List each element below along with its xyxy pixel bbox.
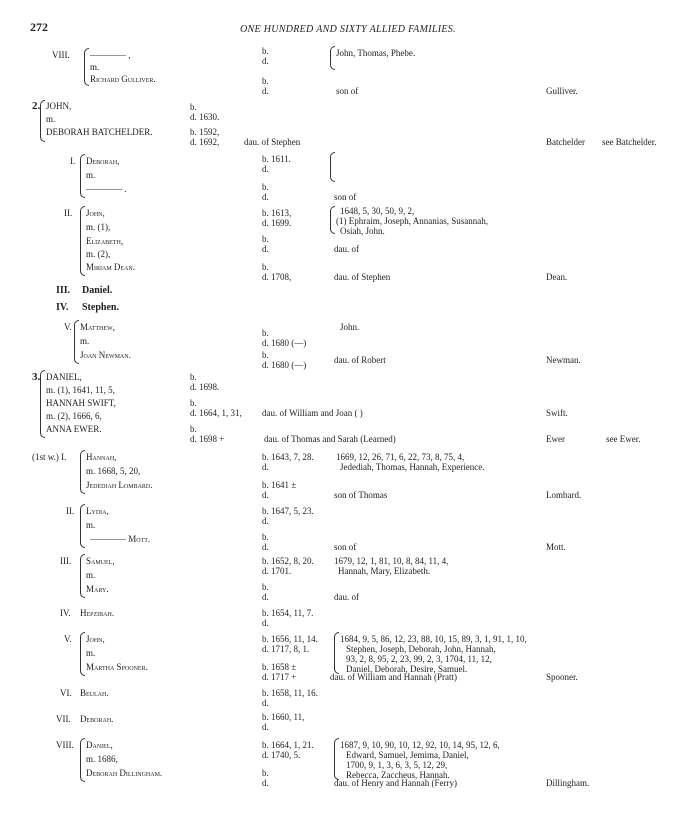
entry-text: (1st w.) I. <box>32 452 67 462</box>
brace <box>80 738 85 782</box>
entry-text: (1) Ephraim, Joseph, Annanias, Susannah, <box>336 216 488 226</box>
entry-text: d. 1698. <box>190 382 220 392</box>
entry-text: Newman. <box>546 355 581 365</box>
entry-text: Dean. <box>546 272 568 282</box>
entry-text: John. <box>340 322 360 332</box>
entry-text: b. <box>262 76 269 86</box>
entry-text: Daniel, <box>86 740 113 750</box>
entry-text: b. <box>262 182 269 192</box>
entry-text: see Batchelder. <box>602 137 657 147</box>
entry-text: b. 1613, <box>262 208 292 218</box>
page-number: 272 <box>30 20 48 34</box>
entry-text: b. <box>190 398 197 408</box>
entry-text: Deborah, <box>86 156 120 166</box>
entry-text: ———— Mott. <box>90 534 151 544</box>
entry-text: m. (1), <box>86 222 111 232</box>
entry-text: d. <box>262 462 269 472</box>
entry-text: m. <box>46 114 56 124</box>
entry-text: d. <box>262 86 269 96</box>
entry-text: Daniel. <box>82 285 113 296</box>
entry-text: d. 1699. <box>262 218 292 228</box>
entry-text: b. 1643, 7, 28. <box>262 452 314 462</box>
entry-text: Deborah Dillingham. <box>86 768 163 778</box>
entry-text: b. <box>190 372 197 382</box>
entry-text: b. <box>262 532 269 542</box>
brace <box>330 46 335 70</box>
entry-text: 1648, 5, 30, 50, 9, 2, <box>340 206 415 216</box>
entry-text: V. <box>64 322 72 332</box>
entry-text: d. <box>262 722 269 732</box>
entry-text: m. <box>86 570 96 580</box>
entry-text: I. <box>70 156 76 166</box>
brace <box>40 370 45 438</box>
entry-text: d. <box>262 618 269 628</box>
brace <box>74 320 79 364</box>
entry-text: III. <box>60 556 72 566</box>
entry-text: John, Thomas, Phebe. <box>336 48 416 58</box>
entry-text: m. <box>90 62 100 72</box>
entry-text: b. 1592, <box>190 127 220 137</box>
entry-text: dau. of Stephen <box>334 272 391 282</box>
entry-text: d. <box>262 698 269 708</box>
entry-text: m. <box>86 520 96 530</box>
entry-text: VI. <box>60 688 72 698</box>
entry-text: m. (2), <box>86 249 111 259</box>
entry-text: Swift. <box>546 408 568 418</box>
entry-text: d. <box>262 56 269 66</box>
entry-text: b. 1656, 11, 14. <box>262 634 318 644</box>
entry-text: Spooner. <box>546 672 578 682</box>
entry-text: John, <box>86 208 105 218</box>
entry-text: Samuel, <box>86 556 115 566</box>
entry-text: d. 1740, 5. <box>262 750 301 760</box>
entry-text: d. 1692, <box>190 137 220 147</box>
entry-text: 1687, 9, 10, 90, 10, 12, 92, 10, 14, 95, 12, 6, <box>340 740 500 750</box>
entry-text: m. (2), 1666, 6, <box>46 411 102 421</box>
entry-text: 1679, 12, 1, 81, 10, 8, 84, 11, 4, <box>334 556 449 566</box>
entry-text: d. <box>262 778 269 788</box>
entry-text: Matthew, <box>80 322 115 332</box>
entry-text: b. <box>262 768 269 778</box>
entry-text: VIII. <box>56 740 74 750</box>
entry-text: m. (1), 1641, 11, 5, <box>46 385 115 395</box>
entry-text: m. <box>86 170 96 180</box>
brace <box>334 738 339 780</box>
entry-text: dau. of William and Hannah (Pratt) <box>330 672 457 682</box>
entry-text: b. 1641 ± <box>262 480 297 490</box>
entry-text: dau. of <box>334 244 359 254</box>
entry-text: m. 1668, 5, 20, <box>86 466 141 476</box>
entry-text: dau. of Stephen <box>244 137 301 147</box>
entry-text: 93, 2, 8, 95, 2, 23, 99, 2, 3, 1704, 11, 12, <box>346 654 492 664</box>
entry-text: d. 1664, 1, 31, <box>190 408 242 418</box>
entry-text: d. <box>262 192 269 202</box>
entry-text: dau. of Henry and Hannah (Ferry) <box>334 778 457 788</box>
entry-text: d. <box>262 164 269 174</box>
entry-text: d. 1630. <box>190 112 220 122</box>
entry-text: d. <box>262 592 269 602</box>
entry-text: ———— . <box>86 184 127 194</box>
entry-text: b. <box>262 262 269 272</box>
brace <box>80 504 85 548</box>
entry-text: Martha Spooner. <box>86 662 148 672</box>
entry-text: V. <box>64 634 72 644</box>
brace <box>330 152 335 182</box>
entry-text: Stephen. <box>82 302 119 313</box>
entry-text: m. <box>86 648 96 658</box>
entry-text: d. 1680 (—) <box>262 338 307 348</box>
entry-text: 1684, 9, 5, 86, 12, 23, 88, 10, 15, 89, 3, 1, 91, 1, 10, <box>340 634 527 644</box>
entry-text: Jedediah, Thomas, Hannah, Experience. <box>340 462 485 472</box>
entry-text: Deborah. <box>80 714 114 724</box>
entry-text: m. <box>80 336 90 346</box>
entry-text: Hannah, <box>86 452 117 462</box>
entry-text: d. 1701. <box>262 566 292 576</box>
entry-text: JOHN, <box>46 101 72 111</box>
entry-text: IV. <box>60 608 71 618</box>
brace <box>334 632 339 674</box>
entry-text: Lombard. <box>546 490 582 500</box>
brace <box>80 206 85 276</box>
entry-text: b. <box>190 102 197 112</box>
entry-text: ANNA EWER. <box>46 424 102 434</box>
brace <box>80 554 85 598</box>
entry-text: b. 1611. <box>262 154 291 164</box>
entry-text: Hepzibah. <box>80 608 115 618</box>
entry-text: Dillingham. <box>546 778 590 788</box>
entry-text: Miriam Dean. <box>86 262 135 272</box>
entry-text: VII. <box>56 714 71 724</box>
entry-text: IV. <box>56 302 69 313</box>
entry-text: ———— , <box>90 50 131 60</box>
entry-text: DEBORAH BATCHELDER. <box>46 127 153 137</box>
entry-text: son of Thomas <box>334 490 388 500</box>
entry-text: d. <box>262 542 269 552</box>
entry-text: Lydia, <box>86 506 109 516</box>
entry-text: dau. of <box>334 592 359 602</box>
entry-text: Osiah, John. <box>340 226 385 236</box>
entry-text: Rebecca, Zaccheus, Hannah. <box>346 770 450 780</box>
entry-text: son of <box>336 86 359 96</box>
entry-text: b. <box>190 424 197 434</box>
entry-text: DANIEL, <box>46 372 82 382</box>
entry-text: b. <box>262 46 269 56</box>
entry-text: John, <box>86 634 105 644</box>
entry-text: see Ewer. <box>606 434 641 444</box>
entry-text: Gulliver. <box>546 86 578 96</box>
entry-text: Beulah. <box>80 688 109 698</box>
entry-text: d. 1698 + <box>190 434 225 444</box>
entry-text: Hannah, Mary, Elizabeth. <box>338 566 431 576</box>
entry-text: son of <box>334 192 357 202</box>
entry-text: d. <box>262 244 269 254</box>
entry-text: d. 1717, 8, 1. <box>262 644 310 654</box>
entry-text: Richard Gulliver. <box>90 74 156 84</box>
entry-text: Elizabeth, <box>86 236 124 246</box>
entry-text: HANNAH SWIFT, <box>46 398 116 408</box>
entry-text: d. 1717 + <box>262 672 297 682</box>
brace <box>84 48 89 86</box>
entry-text: b. 1654, 11, 7. <box>262 608 314 618</box>
entry-text: b. <box>262 582 269 592</box>
entry-text: b. 1652, 8, 20. <box>262 556 314 566</box>
entry-text: b. 1664, 1, 21. <box>262 740 314 750</box>
entry-text: Mott. <box>546 542 566 552</box>
entry-text: Mary. <box>86 584 109 594</box>
entry-text: 2. <box>32 100 41 112</box>
entry-text: dau. of Thomas and Sarah (Learned) <box>264 434 396 444</box>
page-title: ONE HUNDRED AND SIXTY ALLIED FAMILIES. <box>240 24 456 35</box>
entry-text: b. 1660, 11, <box>262 712 305 722</box>
brace <box>330 206 335 234</box>
entry-text: b. <box>262 350 269 360</box>
entry-text: dau. of William and Joan ( ) <box>262 408 363 418</box>
entry-text: VIII. <box>52 50 70 60</box>
entry-text: b. <box>262 328 269 338</box>
entry-text: III. <box>56 285 71 296</box>
entry-text: d. <box>262 516 269 526</box>
brace <box>80 154 85 198</box>
entry-text: Edward, Samuel, Jemima, Daniel, <box>346 750 469 760</box>
brace <box>40 100 45 142</box>
entry-text: Ewer <box>546 434 565 444</box>
entry-text: d. 1708, <box>262 272 292 282</box>
entry-text: 3. <box>32 371 41 383</box>
entry-text: 1700, 9, 1, 3, 6, 3, 5, 12, 29, <box>346 760 448 770</box>
entry-text: Batchelder <box>546 137 585 147</box>
entry-text: son of <box>334 542 357 552</box>
brace <box>80 450 85 494</box>
entry-text: dau. of Robert <box>334 355 386 365</box>
entry-text: d. <box>262 490 269 500</box>
entry-text: d. 1680 (—) <box>262 360 307 370</box>
entry-text: 1669, 12, 26, 71, 6, 22, 73, 8, 75, 4, <box>336 452 465 462</box>
brace <box>80 632 85 676</box>
entry-text: Jedediah Lombard. <box>86 480 153 490</box>
entry-text: Daniel, Deborah, Desire, Samuel. <box>346 664 468 674</box>
entry-text: b. 1647, 5, 23. <box>262 506 314 516</box>
entry-text: b. 1658 ± <box>262 662 297 672</box>
entry-text: b. 1658, 11, 16. <box>262 688 318 698</box>
entry-text: II. <box>66 506 75 516</box>
entry-text: m. 1686, <box>86 754 118 764</box>
entry-text: II. <box>64 208 73 218</box>
entry-text: Stephen, Joseph, Deborah, John, Hannah, <box>346 644 496 654</box>
entry-text: b. <box>262 234 269 244</box>
entry-text: Joan Newman. <box>80 350 131 360</box>
